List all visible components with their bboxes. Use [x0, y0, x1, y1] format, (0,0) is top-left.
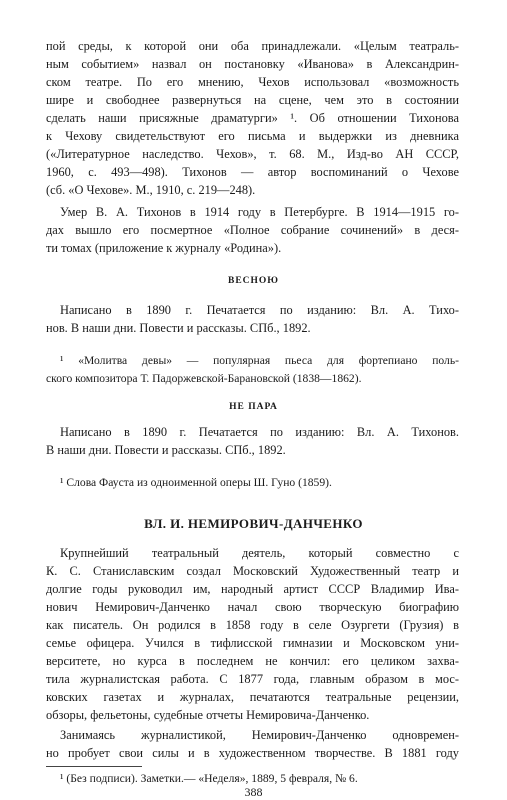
- text-line: тила журналистская работа. С 1877 года, главным образом в мос-: [46, 672, 459, 686]
- text-line: шире и свободнее развернуться на сцене, чем это в состоянии: [46, 93, 459, 107]
- text-line: Занимаясь журналистикой, Немирович-Данченко одновремен-: [60, 728, 459, 742]
- text-line: к Чехову свидетельствуют его письма и выдержки из дневника: [46, 129, 459, 143]
- text-line: семье офицера. Учился в тифлисской гимназии и Московском уни-: [46, 636, 459, 650]
- text-line: пой среды, к которой они оба принадлежали. «Целым театраль-: [46, 39, 459, 53]
- text-line: Написано в 1890 г. Печатается по изданию: Вл. А. Тихо-: [60, 303, 459, 317]
- text-line: Крупнейший театральный деятель, который совместно с: [60, 546, 459, 560]
- note-line: ¹ Слова Фауста из одноименной оперы Ш. Гуно (1859).: [60, 476, 332, 489]
- text-line: но пробует свои силы и в художественном творчестве. В 1881 году: [46, 746, 459, 760]
- text-line: ском театре. По его мнению, Чехов использовал «возможность: [46, 75, 459, 89]
- text-line: Написано в 1890 г. Печатается по изданию: Вл. А. Тихонов.: [60, 425, 459, 439]
- footnote: ¹ (Без подписи). Заметки.— «Неделя», 1889, 5 февраля, № 6.: [60, 772, 358, 785]
- text-line: обзоры, фельетоны, судебные отчеты Немировича-Данченко.: [46, 708, 370, 722]
- text-line: ным событием» назвал он постановку «Иванова» в Александрин-: [46, 57, 459, 71]
- text-line: 1960, с. 493—498). Тихонов — автор воспоминаний о Чехове: [46, 165, 459, 179]
- text-line: Умер В. А. Тихонов в 1914 году в Петербурге. В 1914—1915 го-: [60, 205, 459, 219]
- text-line: К. С. Станиславским создал Московский Художественный театр и: [46, 564, 459, 578]
- note-line: ского композитора Т. Падоржевской-Барановской (1838—1862).: [46, 372, 362, 385]
- text-line: нович Немирович-Данченко начал свою творческую биографию: [46, 600, 459, 614]
- footnote-rule: [46, 766, 142, 767]
- text-line: долгие годы руководил им, народный артист СССР Владимир Ива-: [46, 582, 459, 596]
- section-heading-ne-para: НЕ ПАРА: [229, 402, 278, 412]
- note-line: ¹ «Молитва девы» — популярная пьеса для фортепиано поль-: [60, 354, 459, 367]
- text-line: как писатель. Он родился в 1858 году в селе Озургети (Грузия) в: [46, 618, 459, 632]
- section-heading-vesnoyu: ВЕСНОЮ: [227, 276, 279, 286]
- text-line: дах вышло его посмертное «Полное собрание сочинений» в деся-: [46, 223, 459, 237]
- text-line: В наши дни. Повести и рассказы. СПб., 1892.: [46, 443, 286, 457]
- text-line: (сб. «О Чехове». М., 1910, с. 219—248).: [46, 183, 256, 197]
- text-line: ти томах (приложение к журналу «Родина»).: [46, 241, 282, 255]
- author-heading: ВЛ. И. НЕМИРОВИЧ-ДАНЧЕНКО: [144, 516, 363, 531]
- text-line: ковских газетах и журналах, печатаются театральные рецензии,: [46, 690, 459, 704]
- page-number: 388: [244, 785, 263, 799]
- text-line: нов. В наши дни. Повести и рассказы. СПб., 1892.: [46, 321, 311, 335]
- text-line: сделать наши присяжные драматурги» ¹. Об отношении Тихонова: [46, 111, 459, 125]
- text-line: верситете, но курса в последнем не кончил: его целиком захва-: [46, 654, 459, 668]
- text-line: («Литературное наследство. Чехов», т. 68. М., Изд-во АН СССР,: [46, 147, 459, 161]
